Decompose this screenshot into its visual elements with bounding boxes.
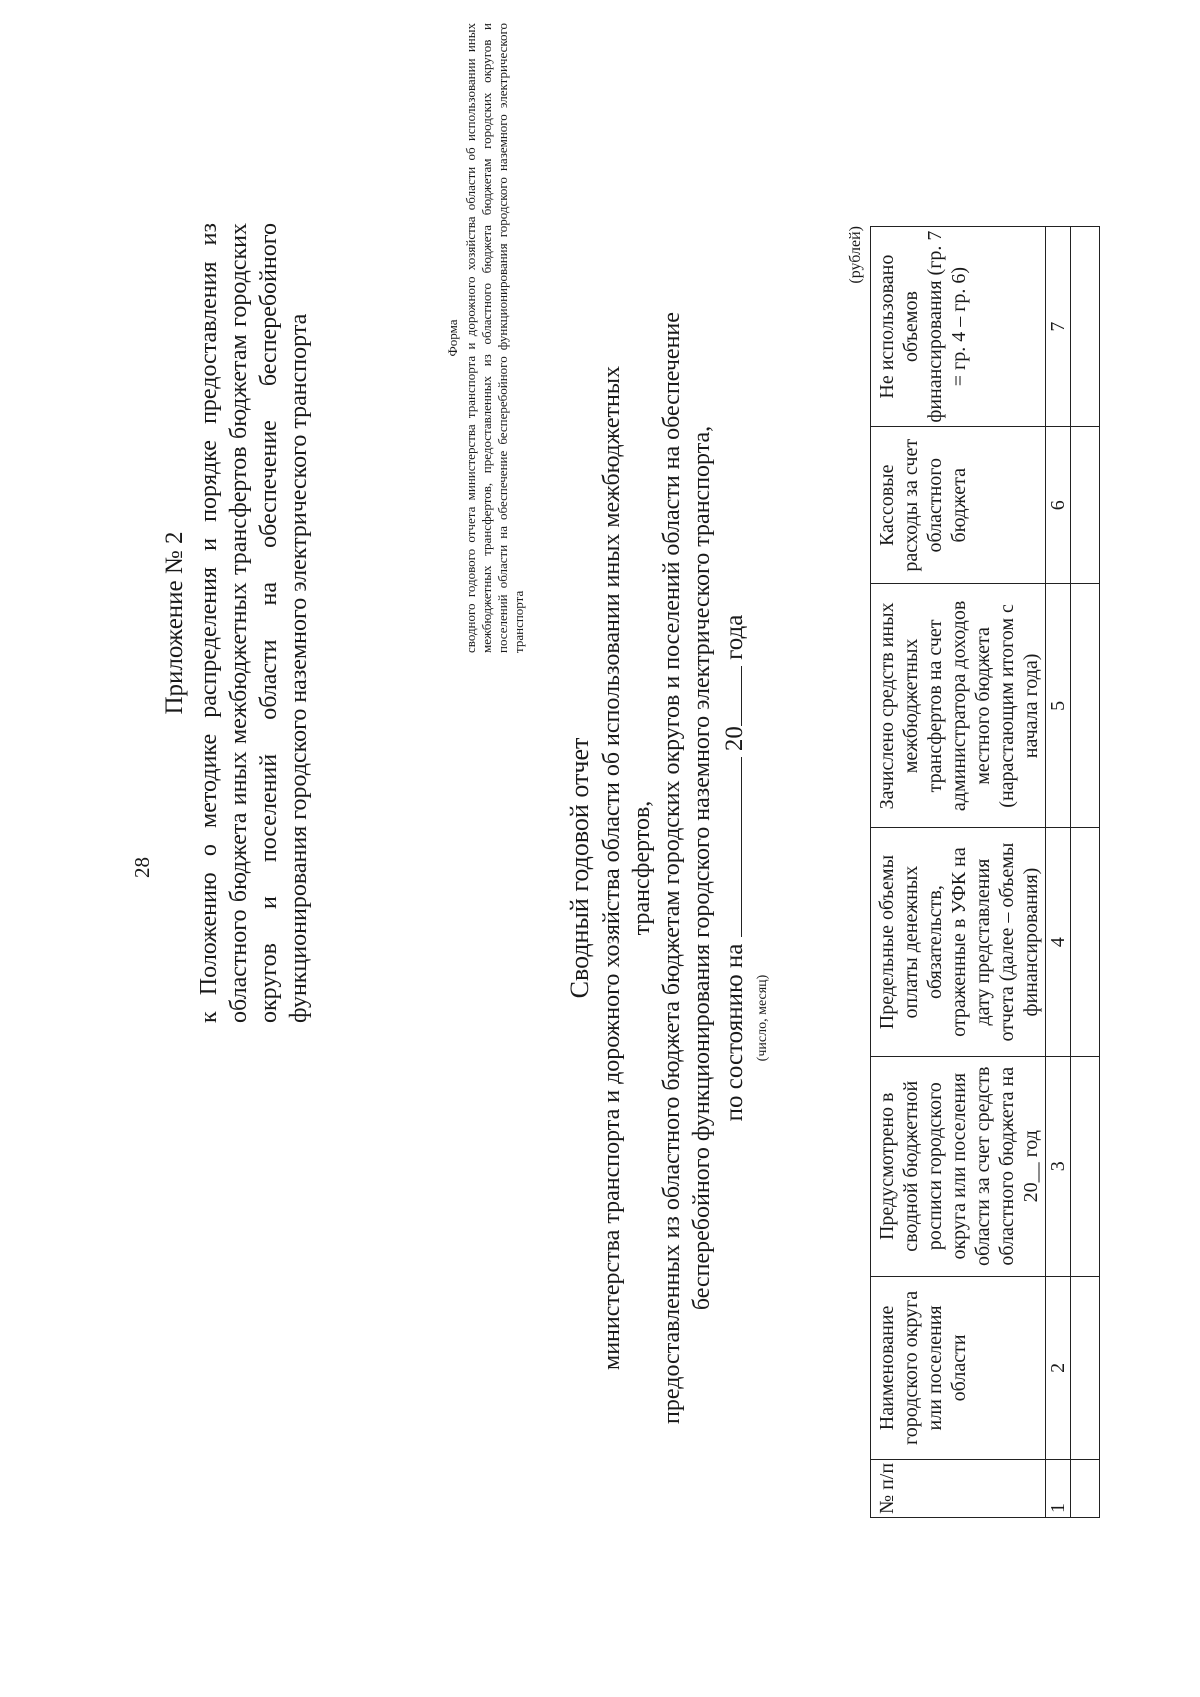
header-cell: Не использовано объемов финансирования (гр. 7 = гр. 4 – гр. 6) xyxy=(871,227,1046,427)
form-label: Форма xyxy=(445,319,460,357)
table-cell xyxy=(1071,1459,1100,1517)
report-title: Сводный годовой отчет xyxy=(565,737,594,999)
page-number: 28 xyxy=(130,857,154,878)
table-row xyxy=(1071,227,1100,1518)
report-subtitle-line-1: министерства транспорта и дорожного хозяйства области об использовании иных межбюджетных трансфертов, xyxy=(599,366,655,1370)
table-header-row xyxy=(871,227,1046,1518)
column-number: 5 xyxy=(1046,584,1071,828)
appendix-body: к Положению о методике распределения и порядке предоставления из областного бюджета иных межбюджетных трансфертов бюджетам городских округов и поселений области на обеспечение бесперебойного функционирования городского наземного электрического транспорта xyxy=(196,223,312,1023)
date-suffix: года xyxy=(721,614,748,660)
table-cell xyxy=(1071,584,1100,828)
report-date-line xyxy=(719,298,750,1438)
column-number: 3 xyxy=(1046,1056,1071,1276)
column-number: 7 xyxy=(1046,227,1071,427)
appendix-block xyxy=(160,223,314,1023)
header-cell: Предельные объемы оплаты денежных обязательств, отраженные в УФК на дату представления отчета (далее – объемы финансирования) xyxy=(871,828,1046,1056)
column-number: 2 xyxy=(1046,1276,1071,1459)
form-description: сводного годового отчета министерства транспорта и дорожного хозяйства области об использовании иных межбюджетных трансфертов, предоставленных из областного бюджета бюджетам городских округов и поселений области на обеспечение бесперебойного функционирования городского наземного электрического транспорта xyxy=(463,23,526,653)
date-blank xyxy=(719,757,742,937)
report-subtitle-line-3: бесперебойного функционирования городского наземного электрического транспорта, xyxy=(689,425,715,1311)
units-label: (рублей) xyxy=(847,226,864,284)
date-hint: (число, месяц) xyxy=(755,974,770,1062)
table-cell xyxy=(1071,828,1100,1056)
header-cell: Зачислено средств иных межбюджетных трансфертов на счет администратора доходов местного бюджета (нарастающим итогом с начала года) xyxy=(871,584,1046,828)
header-cell: Наименование городского округа или поселения области xyxy=(871,1276,1046,1459)
form-block xyxy=(445,23,527,653)
header-cell: Кассовые расходы за счет областного бюджета xyxy=(871,427,1046,584)
table-cell xyxy=(1071,227,1100,427)
column-number: 1 xyxy=(1046,1459,1071,1517)
header-cell: № п/п xyxy=(871,1459,1046,1517)
date-prefix: по состоянию на xyxy=(721,943,748,1122)
column-number: 4 xyxy=(1046,828,1071,1056)
column-number-row xyxy=(1046,227,1071,1518)
date-year: 20 xyxy=(721,726,748,752)
year-blank xyxy=(719,666,742,726)
report-subtitle-line-2: предоставленных из областного бюджета бюджетам городских округов и поселений области на обеспечение xyxy=(659,312,685,1424)
rotated-page xyxy=(50,23,1069,1598)
header-cell: Предусмотрено в сводной бюджетной росписи городского округа или поселения области за счет средств областного бюджета на 20__ год xyxy=(871,1056,1046,1276)
table-cell xyxy=(1071,1056,1100,1276)
column-number: 6 xyxy=(1046,427,1071,584)
table-cell xyxy=(1071,1276,1100,1459)
report-table xyxy=(870,226,1100,1518)
report-heading xyxy=(565,298,778,1438)
appendix-title: Приложение № 2 xyxy=(161,531,188,715)
table-cell xyxy=(1071,427,1100,584)
